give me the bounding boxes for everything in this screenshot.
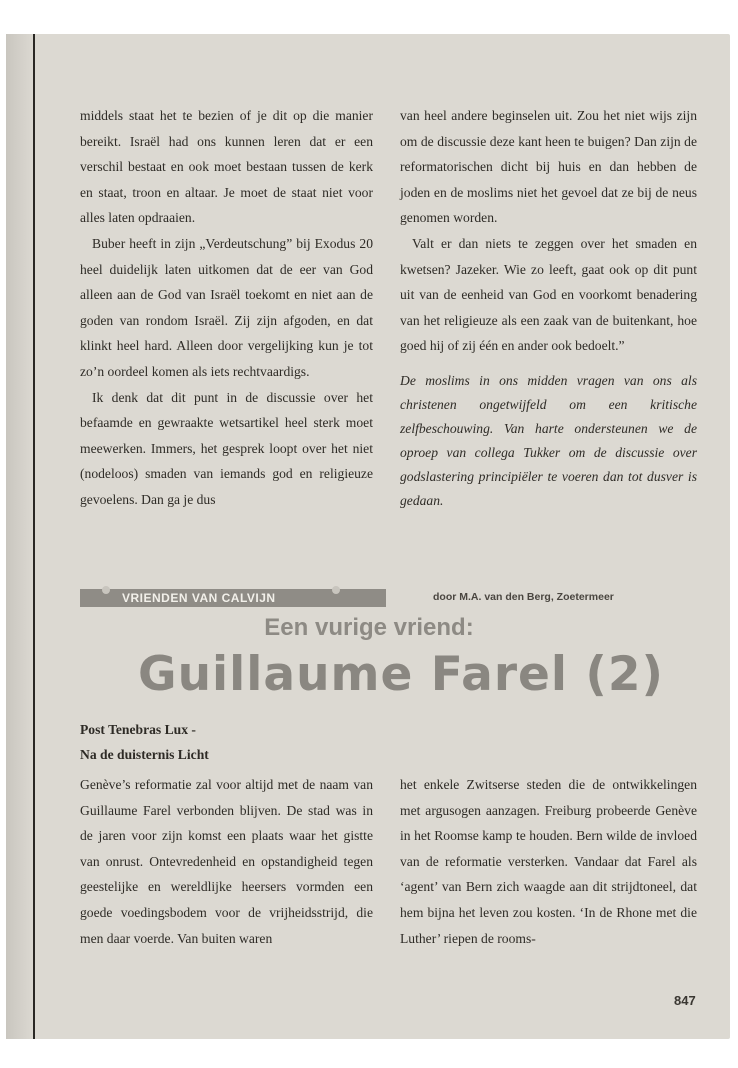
page-fold-line (33, 34, 35, 1039)
paragraph: Genève’s reformatie zal voor altijd met de naam van Guillaume Farel verbonden blijven. De stad was in de jaren voor zijn komst een plaats waar het gistte van onrust. Ontevredenheid en opstandigheid tegen geestelijke en wereldlijke heersers vormden een goede voedingsbodem voor de vrijheidsstrijd, die men daar voerde. Van buiten waren (80, 777, 373, 946)
article-subtitle: Een vurige vriend: (264, 614, 474, 641)
top-left-column (80, 103, 373, 513)
book-spine (6, 34, 34, 1039)
editorial-note: De moslims in ons midden vragen van ons als christenen ongetwijfeld om een kritische zelfbeschouwing. Van harte ondersteunen we de oproep van collega Tukker om de discussie over godslastering principiëler te voeren dan tot dusver is gedaan. (400, 372, 697, 508)
article-title: Guillaume Farel (2) (138, 647, 665, 702)
author-byline: door M.A. van den Berg, Zoetermeer (433, 591, 614, 603)
banner-dot-left (102, 586, 110, 594)
bottom-left-column (80, 772, 373, 951)
banner-dot-right (332, 586, 340, 594)
page-number: 847 (674, 993, 696, 1008)
paragraph: het enkele Zwitserse steden die de ontwikkelingen met argusogen aanzagen. Freiburg probeerde Genève in het Roomse kamp te houden. Bern wilde de invloed van de reformatie versterken. Vandaar dat Farel als ‘agent’ van Bern zich waagde aan dit strijdtoneel, dat hem bijna het leven zou kosten. ‘In de Rhone met die Luther’ riepen de rooms- (400, 777, 697, 946)
paragraph: Buber heeft in zijn „Verdeutschung” bij Exodus 20 heel duidelijk laten uitkomen dat de eer van God alleen aan de God van Israël toekomt en niet aan de goden van rondom Israël. Zij zijn afgoden, en dat klinkt heel hard. Alleen door vergelijking kun je tot zo’n oordeel komen als iets rechtvaardigs. (80, 235, 373, 379)
paragraph: Valt er dan niets te zeggen over het smaden en kwetsen? Jazeker. Wie zo leeft, gaat ook op dit punt uit van de eenheid van God en voorkomt benadering van het religieuze als een zaak van de buitenkant, hoe goed hij of zij één en ander ook bedoelt.” (400, 235, 697, 354)
bottom-right-column (400, 772, 697, 951)
paragraph: Ik denk dat dit punt in de discussie over het befaamde en gewraakte wetsartikel heel sterk moet meewerken. Immers, het gesprek loopt over het niet (nodeloos) smaden van iemands god en religieuze gevoelens. Dan ga je dus (80, 389, 373, 507)
section-heading: Post Tenebras Lux - (80, 722, 196, 737)
section-banner (80, 589, 386, 607)
paragraph: middels staat het te bezien of je dit op die manier bereikt. Israël had ons kunnen leren dat er een verschil bestaat en ook moet bestaan tussen de kerk en staat, troon en altaar. Je moet de staat niet voor alles laten opdraaien. (80, 108, 373, 226)
banner-label: VRIENDEN VAN CALVIJN (122, 591, 276, 605)
section-heading: Na de duisternis Licht (80, 747, 209, 762)
top-right-column (400, 103, 697, 513)
paragraph: van heel andere beginselen uit. Zou het niet wijs zijn om de discussie deze kant heen te buigen? Dan zijn de reformatorischen dicht bij huis en dan hebben de joden en de moslims niet het gevoel dat ze bij de neus genomen worden. (400, 108, 697, 226)
